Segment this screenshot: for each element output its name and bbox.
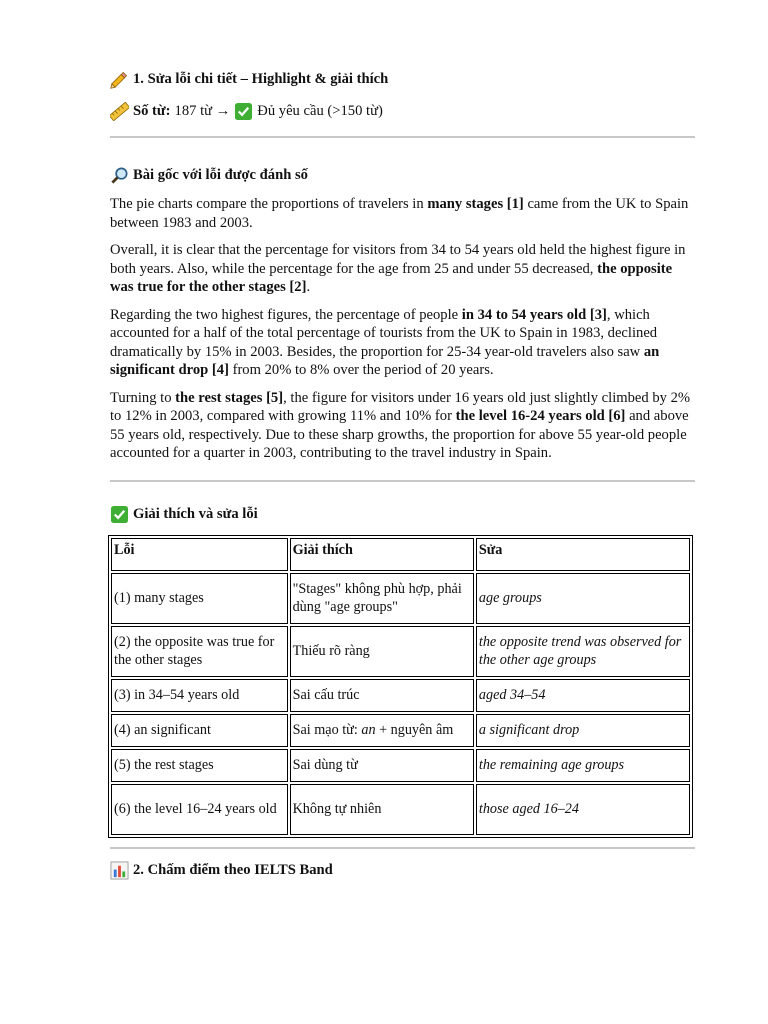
- section-2-title: 2. Chấm điểm theo IELTS Band: [133, 861, 333, 878]
- table-row: [111, 749, 690, 782]
- explanation-title: Giải thích và sửa lỗi: [133, 505, 258, 522]
- table-row: [111, 573, 690, 624]
- explanation-cell: Thiếu rõ ràng: [290, 626, 474, 677]
- explanation-heading: [110, 505, 695, 524]
- divider: [110, 480, 695, 482]
- bar-chart-icon: [110, 861, 129, 880]
- table-row: [111, 714, 690, 747]
- fix-cell: aged 34–54: [476, 679, 690, 712]
- essay-paragraph-3: Regarding the two highest figures, the percentage of people in 34 to 54 years old [3], which accounted for a half of the total percentage of tourists from the UK to Spain in 1983, declined dramatically by 15% in 2003. Besides, the proportion for 25-34 year-old travelers also saw an significant drop [4] from 20% to 8% over the period of 20 years.: [110, 306, 660, 378]
- fix-cell: those aged 16–24: [476, 784, 690, 835]
- table-row: [111, 679, 690, 712]
- error-cell: (6) the level 16–24 years old: [111, 784, 288, 835]
- check-mark-icon: [234, 102, 253, 121]
- word-count-value: 187 từ →: [174, 103, 231, 120]
- ruler-icon: [110, 102, 129, 121]
- magnifier-icon: [110, 166, 129, 185]
- error-table: [108, 535, 693, 838]
- fix-cell: age groups: [476, 573, 690, 624]
- word-count-label: Số từ:: [133, 103, 171, 120]
- pencil-icon: [110, 70, 129, 89]
- section-1-title: 1. Sửa lỗi chi tiết – Highlight & giải thích: [133, 71, 389, 88]
- document: [110, 60, 695, 880]
- original-essay-heading: [110, 166, 695, 185]
- essay-paragraph-4: Turning to the rest stages [5], the figure for visitors under 16 years old just slightly climbed by 2% to 12% in 2003, compared with growing 11% and 10% for the level 16-24 years old [6] and above 55 years old, respectively. Due to these sharp growths, the proportion for above 55 year-old people accounted for a quarter in 2003, contributing to the travel industry in Spain.: [110, 389, 691, 461]
- fix-cell: the remaining age groups: [476, 749, 690, 782]
- error-cell: (1) many stages: [111, 573, 288, 624]
- table-header-row: [111, 538, 690, 571]
- original-essay-title: Bài gốc với lỗi được đánh số: [133, 167, 308, 184]
- explanation-cell: Sai cấu trúc: [290, 679, 474, 712]
- column-header-error: Lỗi: [111, 538, 288, 571]
- explanation-cell: "Stages" không phù hợp, phải dùng "age groups": [290, 573, 474, 624]
- error-cell: (2) the opposite was true for the other stages: [111, 626, 288, 677]
- explanation-cell: Sai mạo từ: an + nguyên âm: [290, 714, 474, 747]
- essay-paragraph-1: The pie charts compare the proportions of travelers in many stages [1] came from the UK to Spain between 1983 and 2003.: [110, 196, 689, 231]
- word-count-status: Đủ yêu cầu (>150 từ): [257, 103, 383, 120]
- word-count-line: [110, 102, 695, 121]
- error-cell: (5) the rest stages: [111, 749, 288, 782]
- fix-cell: the opposite trend was observed for the other age groups: [476, 626, 690, 677]
- column-header-fix: Sửa: [476, 538, 690, 571]
- explanation-cell: Không tự nhiên: [290, 784, 474, 835]
- error-cell: (4) an significant: [111, 714, 288, 747]
- essay-paragraph-2: Overall, it is clear that the percentage for visitors from 34 to 54 years old held the highest figure in both years. Also, while the percentage for the age from 25 and under 55 decreased, the opposite was true for the other stages [2].: [110, 242, 686, 295]
- table-row: [111, 784, 690, 835]
- column-header-explanation: Giải thích: [290, 538, 474, 571]
- check-mark-icon: [110, 505, 129, 524]
- section-1-heading: [110, 70, 695, 89]
- divider: [110, 136, 695, 138]
- table-row: [111, 626, 690, 677]
- error-cell: (3) in 34–54 years old: [111, 679, 288, 712]
- explanation-cell: Sai dùng từ: [290, 749, 474, 782]
- section-2-heading: [110, 861, 695, 880]
- fix-cell: a significant drop: [476, 714, 690, 747]
- divider: [110, 847, 695, 849]
